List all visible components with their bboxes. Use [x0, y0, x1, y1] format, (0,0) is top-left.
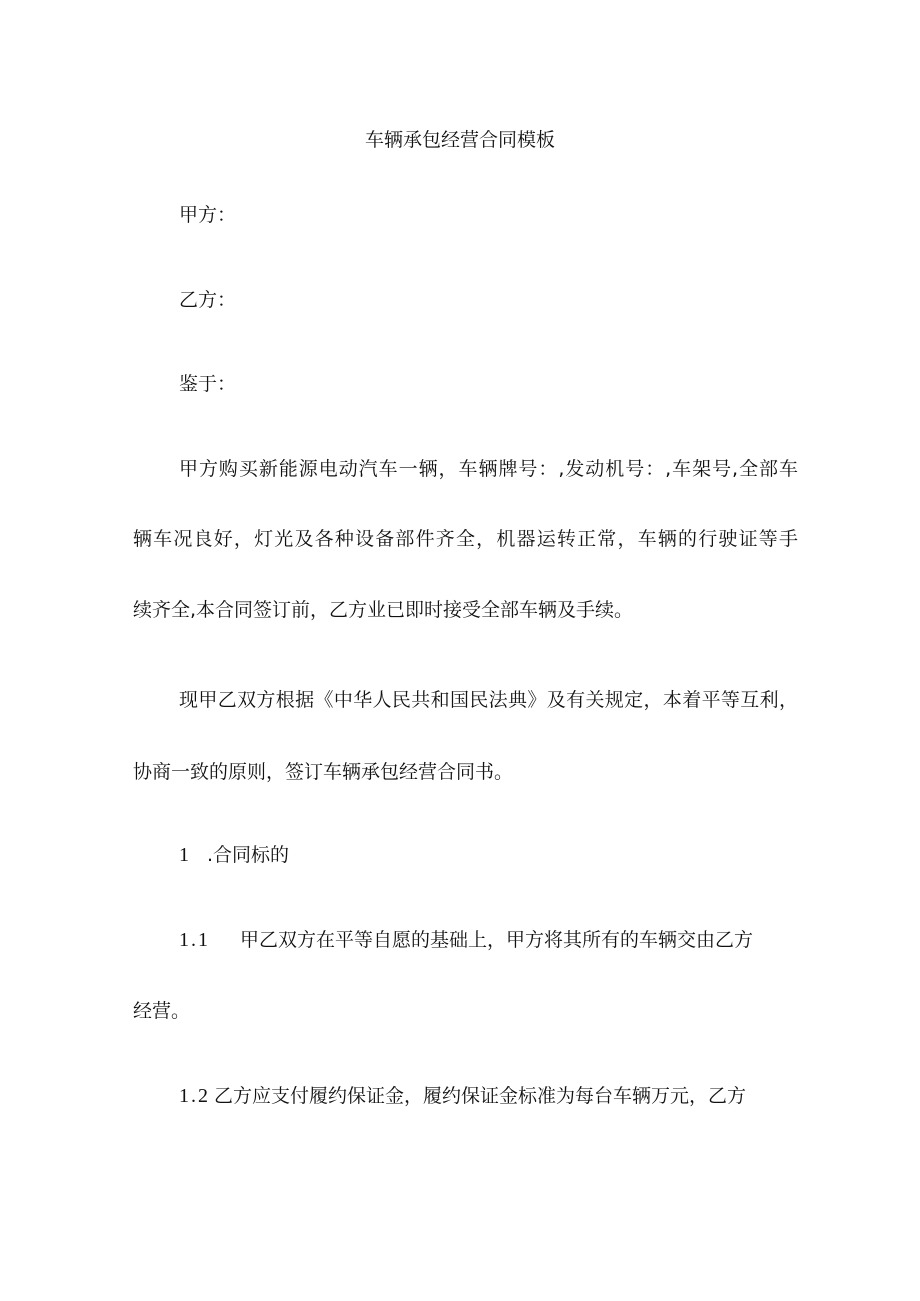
document-title: 车辆承包经营合同模板 [364, 129, 555, 151]
party-a-label: 甲方： [179, 204, 237, 226]
whereas-label: 鉴于： [179, 373, 237, 395]
section-1-heading [179, 842, 798, 868]
clause-1-2-text: 乙方应支付履约保证金，履约保证金标准为每台车辆万元，乙方 [214, 1085, 747, 1107]
clause-1-1-number: 1.1 [179, 929, 210, 951]
para1-line1: 甲方购买新能源电动汽车一辆，车辆牌号：,发动机号：,车架号,全部车 [179, 458, 798, 480]
para1-line3: 续齐全,本合同签订前，乙方业已即时接受全部车辆及手续。 [133, 599, 634, 621]
clause-1-1-line2: 经营。 [133, 1000, 191, 1022]
clause-1-1-text: 甲乙双方在平等自愿的基础上，甲方将其所有的车辆交由乙方 [240, 929, 754, 951]
clause-1-1-line1 [179, 927, 798, 953]
para1-line2: 辆车况良好，灯光及各种设备部件齐全，机器运转正常，车辆的行驶证等手 [133, 528, 798, 550]
party-b-label: 乙方： [179, 289, 237, 311]
section-1-number: 1 [179, 844, 193, 866]
clause-1-2-line1 [179, 1083, 798, 1109]
para2-line1: 现甲乙双方根据《中华人民共和国民法典》及有关规定，本着平等互利， [179, 689, 798, 711]
section-1-title: .合同标的 [207, 844, 290, 866]
para2-line2: 协商一致的原则，签订车辆承包经营合同书。 [133, 761, 514, 783]
clause-1-2-number: 1.2 [179, 1085, 210, 1107]
